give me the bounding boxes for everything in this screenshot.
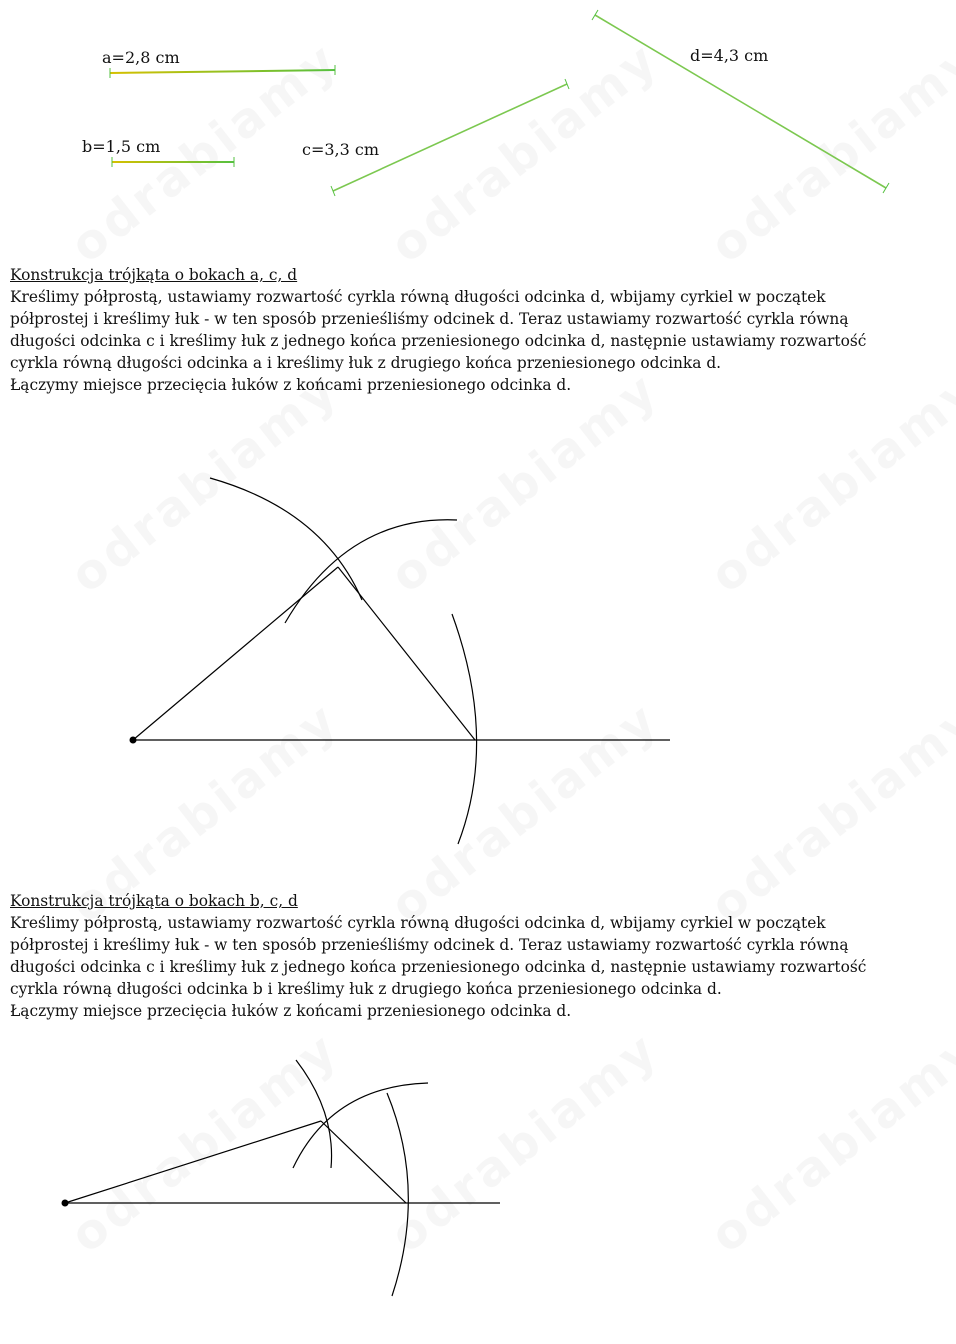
section-2-line: półprostej i kreślimy łuk - w ten sposób przenieśliśmy odcinek d. Teraz ustawiamy rozwartość cyrkla równą [10,936,849,954]
section-1-line: półprostej i kreślimy łuk - w ten sposób przenieśliśmy odcinek d. Teraz ustawiamy rozwartość cyrkla równą [10,310,849,328]
segment-c [331,79,569,196]
section-2-line: Kreślimy półprostą, ustawiamy rozwartość cyrkla równą długości odcinka d, wbijamy cyrkiel w początek [10,914,826,932]
section-1-line: Łączymy miejsce przecięcia łuków z końcami przeniesionego odcinka d. [10,376,572,394]
section-2-title: Konstrukcja trójkąta o bokach b, c, d [10,892,298,910]
segment-b [112,157,234,167]
side-c-2 [65,1121,321,1203]
section-2 [10,890,910,1022]
section-1-line: cyrkla równą długości odcinka a i kreślimy łuk z drugiego końca przeniesionego odcinka d. [10,354,722,372]
construction-2-figure [0,1050,956,1340]
section-2-line: Łączymy miejsce przecięcia łuków z końcami przeniesionego odcinka d. [10,1002,572,1020]
side-c-1 [133,567,338,740]
side-b-2 [321,1121,406,1203]
section-2-line: cyrkla równą długości odcinka b i kreślimy łuk z drugiego końca przeniesionego odcinka d. [10,980,722,998]
section-1 [10,264,910,396]
segment-d-label: d=4,3 cm [690,46,769,65]
arc-d-1 [452,614,477,844]
section-1-title: Konstrukcja trójkąta o bokach a, c, d [10,266,298,284]
arc-c-2 [293,1083,428,1168]
construction-1-figure [0,440,956,860]
segment-c-label: c=3,3 cm [302,140,380,159]
segment-d [592,10,889,193]
arc-c-1 [285,520,457,623]
segment-a-label: a=2,8 cm [102,48,180,67]
segment-b-label: b=1,5 cm [82,137,161,156]
section-2-line: długości odcinka c i kreślimy łuk z jednego końca przeniesionego odcinka d, następnie ustawiamy rozwartość [10,958,867,976]
segments-figure [0,0,956,210]
arc-a-1 [210,478,362,600]
section-1-line: Kreślimy półprostą, ustawiamy rozwartość cyrkla równą długości odcinka d, wbijamy cyrkiel w początek [10,288,826,306]
section-1-line: długości odcinka c i kreślimy łuk z jednego końca przeniesionego odcinka d, następnie ustawiamy rozwartość [10,332,867,350]
